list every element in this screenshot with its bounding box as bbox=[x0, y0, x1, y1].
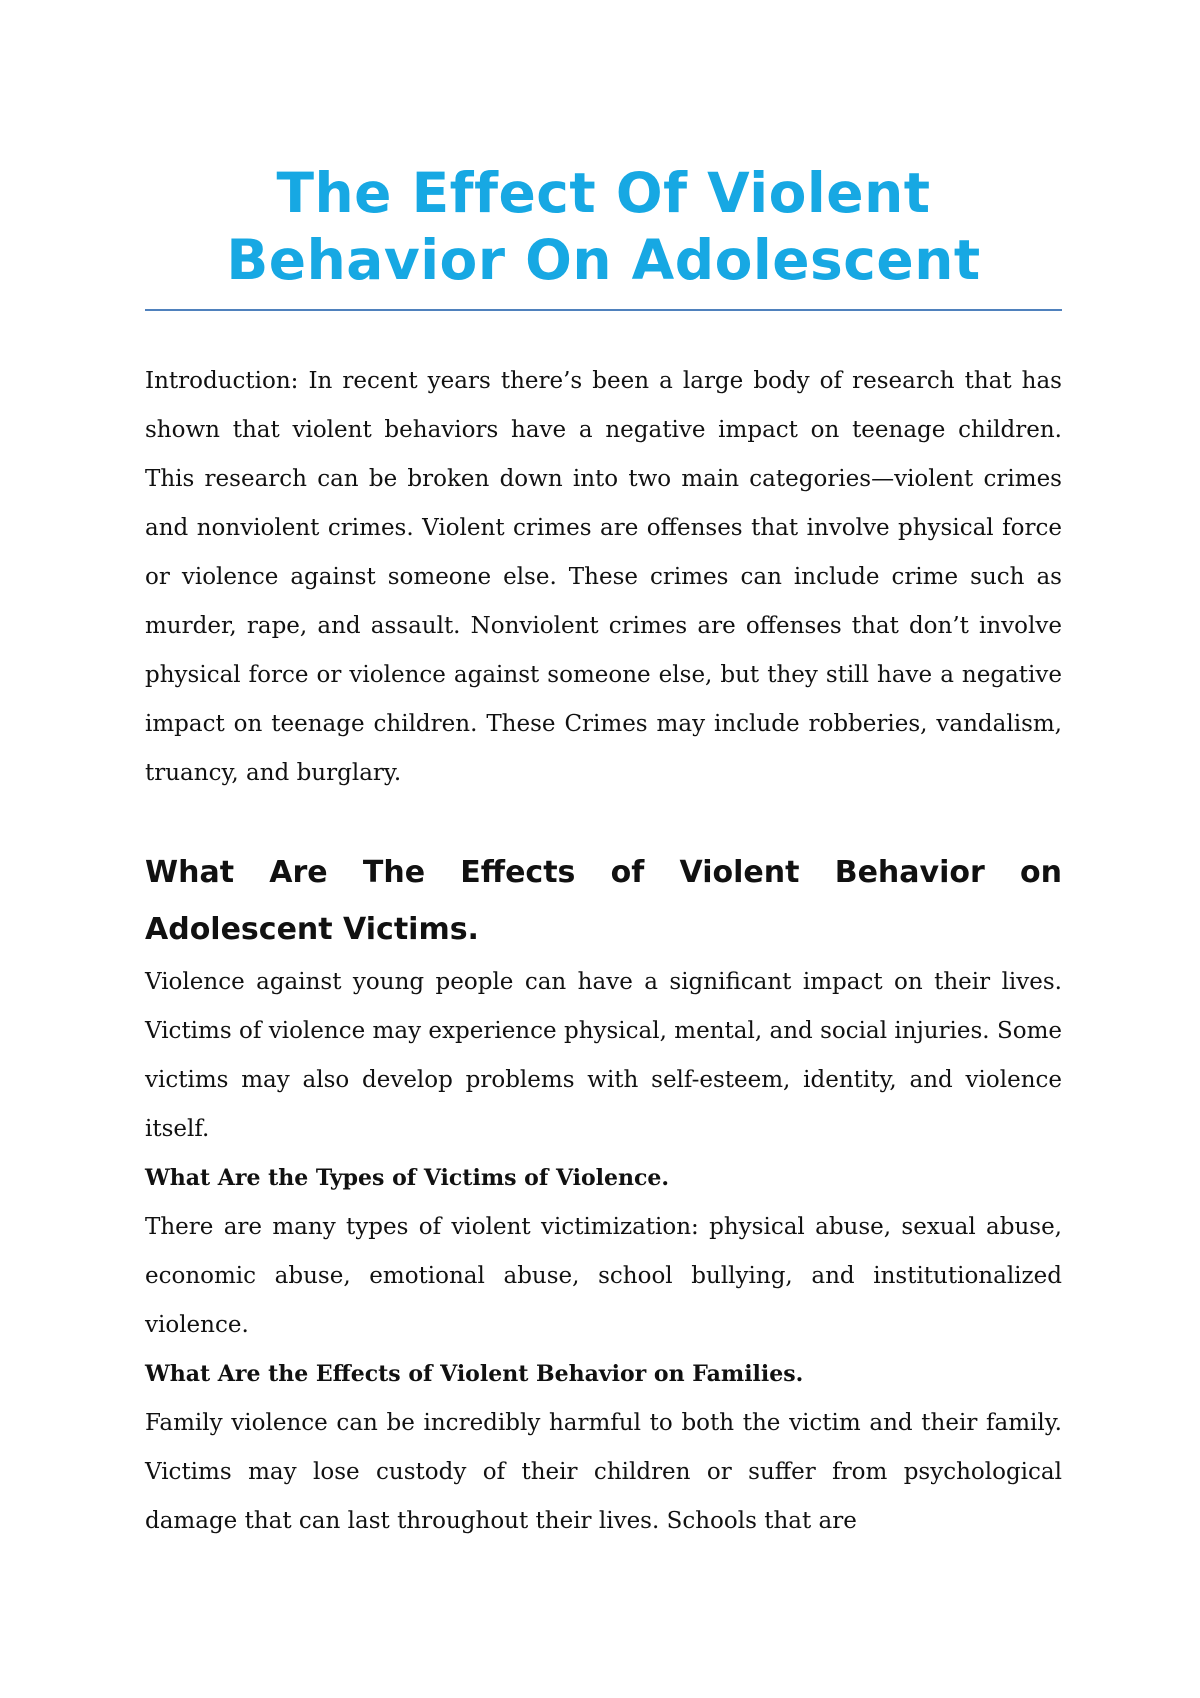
document-title: The Effect Of Violent Behavior On Adolescent bbox=[226, 161, 981, 292]
intro-paragraph: Introduction: In recent years there’s been a large body of research that has shown that violent behaviors have a negative impact on teenage children. This research can be broken down into two main categories—violent crimes and nonviolent crimes. Violent crimes are offenses that involve physical force or violence against someone else. These crimes can include crime such as murder, rape, and assault. Nonviolent crimes are offenses that don’t involve physical force or violence against someone else, but they still have a negative impact on teenage children. These Crimes may include robberies, vandalism, truancy, and burglary. bbox=[145, 368, 1062, 786]
section-paragraph-types-of-victims: There are many types of violent victimization: physical abuse, sexual abuse, economic abuse, emotional abuse, school bullying, and institutionalized violence. bbox=[145, 1214, 1062, 1338]
spacer bbox=[145, 798, 1062, 844]
section-paragraph-effects-on-families: Family violence can be incredibly harmful to both the victim and their family. Victims may lose custody of their children or suffer from psychological damage that can last throughout their lives. Schools that are bbox=[145, 1410, 1062, 1534]
section-heading-types-of-victims: What Are the Types of Victims of Violence. bbox=[145, 1165, 670, 1191]
section-heading-effects-on-families: What Are the Effects of Violent Behavior on Families. bbox=[145, 1361, 804, 1387]
section-paragraph-effects-on-victims: Violence against young people can have a significant impact on their lives. Victims of violence may experience physical, mental, and social injuries. Some victims may also develop problems with self-esteem, identity, and violence itself. bbox=[145, 969, 1062, 1142]
title-underline bbox=[145, 309, 1062, 311]
document-page bbox=[145, 160, 1062, 1546]
section-heading-effects-on-victims: What Are The Effects of Violent Behavior on Adolescent Victims. bbox=[145, 855, 1062, 947]
